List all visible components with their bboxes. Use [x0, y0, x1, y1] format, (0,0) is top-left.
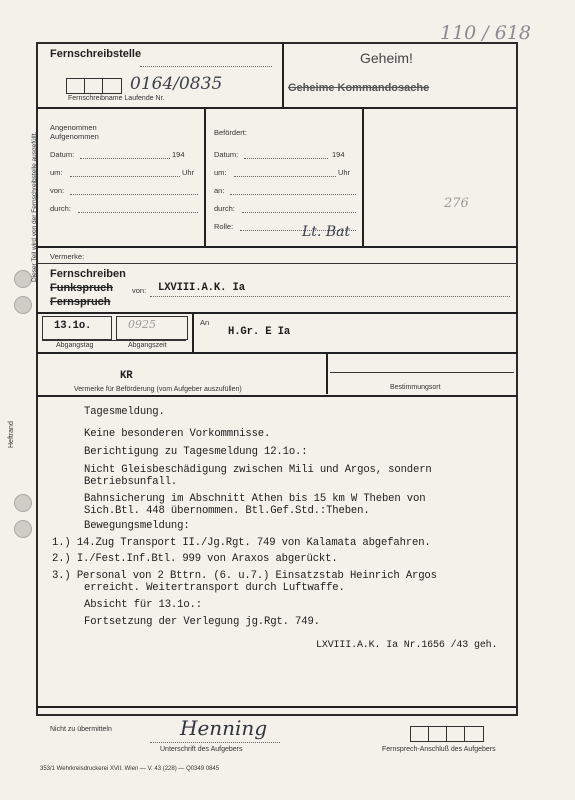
destination-caption: Bestimmungsort	[390, 384, 441, 391]
dispatch-day: 13.1o.	[54, 320, 92, 332]
side-text: Dieser Teil wird von der Fernschreibstelle ausgefüllt.	[31, 131, 38, 282]
message-line: Bewegungsmeldung:	[84, 520, 190, 532]
message-line: erreicht. Weitertransport durch Luftwaffe.	[84, 582, 345, 594]
received-title-2: Aufgenommen	[50, 132, 99, 141]
struck-heading: Geheime Kommandosache	[288, 82, 430, 94]
forwarded-time-unit: Uhr	[338, 168, 351, 177]
dispatch-day-caption: Abgangstag	[56, 342, 94, 349]
type-funkspruch: Funkspruch	[50, 282, 113, 294]
message-line: 2.) I./Fest.Inf.Btl. 999 von Araxos abgerückt.	[52, 553, 338, 565]
forwarded-title: Befördert:	[214, 128, 247, 137]
received-year: 194	[172, 150, 185, 159]
type-fernschreiben: Fernschreiben	[50, 268, 126, 280]
punch-hole	[14, 270, 32, 288]
message-line: Tagesmeldung.	[84, 406, 165, 418]
punch-hole	[14, 520, 32, 538]
remarks-label: Vermerke:	[50, 252, 85, 261]
forwarded-time-label: um:	[214, 168, 227, 177]
secret-stamp: Geheim!	[360, 50, 413, 66]
message-line: Keine besonderen Vorkommnisse.	[84, 428, 271, 440]
priority-caption: Vermerke für Beförderung (vom Aufgeber auszufüllen)	[74, 386, 242, 393]
sender-signature: Henning	[180, 716, 268, 740]
type-fernspruch: Fernspruch	[50, 296, 111, 308]
message-line: Betriebsunfall.	[84, 476, 178, 488]
from-value: LXVIII.A.K. Ia	[158, 282, 245, 294]
message-line: Nicht Gleisbeschädigung zwischen Mili und Argos, sondern	[84, 464, 432, 476]
received-from-label: von:	[50, 186, 65, 195]
forwarded-by-label: durch:	[214, 204, 235, 213]
from-label: von:	[132, 286, 147, 295]
reference-line: LXVIII.A.K. Ia Nr.1656 /43 geh.	[316, 640, 498, 651]
dispatch-time: 0925	[128, 318, 156, 331]
received-by-label: durch:	[50, 204, 71, 213]
received-time-unit: Uhr	[182, 168, 195, 177]
forwarded-to-label: an:	[214, 186, 225, 195]
forwarded-date-label: Datum:	[214, 150, 239, 159]
message-line: Bahnsicherung im Abschnitt Athen bis 15 km W Theben von	[84, 493, 426, 505]
dispatch-time-caption: Abgangszeit	[128, 342, 167, 349]
received-date-label: Datum:	[50, 150, 75, 159]
message-number: 0164/0835	[130, 74, 223, 94]
received-time-label: um:	[50, 168, 63, 177]
message-line: Absicht für 13.1o.:	[84, 599, 202, 611]
message-line: Berichtigung zu Tagesmeldung 12.1o.:	[84, 446, 308, 458]
right-box-number: 276	[444, 196, 469, 211]
name-caption: Fernschreibname Laufende Nr.	[68, 95, 165, 102]
signature-caption: Unterschrift des Aufgebers	[160, 746, 243, 753]
priority-value: KR	[120, 370, 133, 382]
message-line: 1.) 14.Zug Transport II./Jg.Rgt. 749 von Kalamata abgefahren.	[52, 537, 431, 549]
forwarded-year: 194	[332, 150, 345, 159]
phone-boxes	[410, 726, 484, 742]
punch-hole	[14, 296, 32, 314]
message-line: Fortsetzung der Verlegung jg.Rgt. 749.	[84, 616, 320, 628]
message-line: Sich.Btl. 448 übernommen. Btl.Gef.Std.:Theben.	[84, 505, 370, 517]
office-title: Fernschreibstelle	[50, 48, 142, 60]
message-line: 3.) Personal von 2 Bttrn. (6. u.7.) Einsatzstab Heinrich Argos	[52, 570, 437, 582]
printer-line: 353/1 Wehrkreisdruckerei XVII. Wien — V. 43 (228) — Q0349 0845	[40, 766, 220, 772]
forwarded-roll-label: Rolle:	[214, 222, 234, 231]
punch-hole	[14, 494, 32, 512]
to-label: An	[200, 318, 210, 327]
number-boxes	[66, 78, 122, 94]
forwarded-signature: Lt. Bat	[302, 224, 351, 240]
received-title: Angenommen	[50, 123, 97, 132]
to-value: H.Gr. E Ia	[228, 326, 291, 338]
teletype-form	[36, 42, 518, 716]
phone-caption: Fernsprech-Anschluß des Aufgebers	[382, 746, 496, 753]
margin-text: Heftrand	[8, 421, 15, 448]
do-not-transmit: Nicht zu übermitteln	[50, 726, 112, 733]
corner-handwritten-number: 110 / 618	[440, 22, 532, 44]
